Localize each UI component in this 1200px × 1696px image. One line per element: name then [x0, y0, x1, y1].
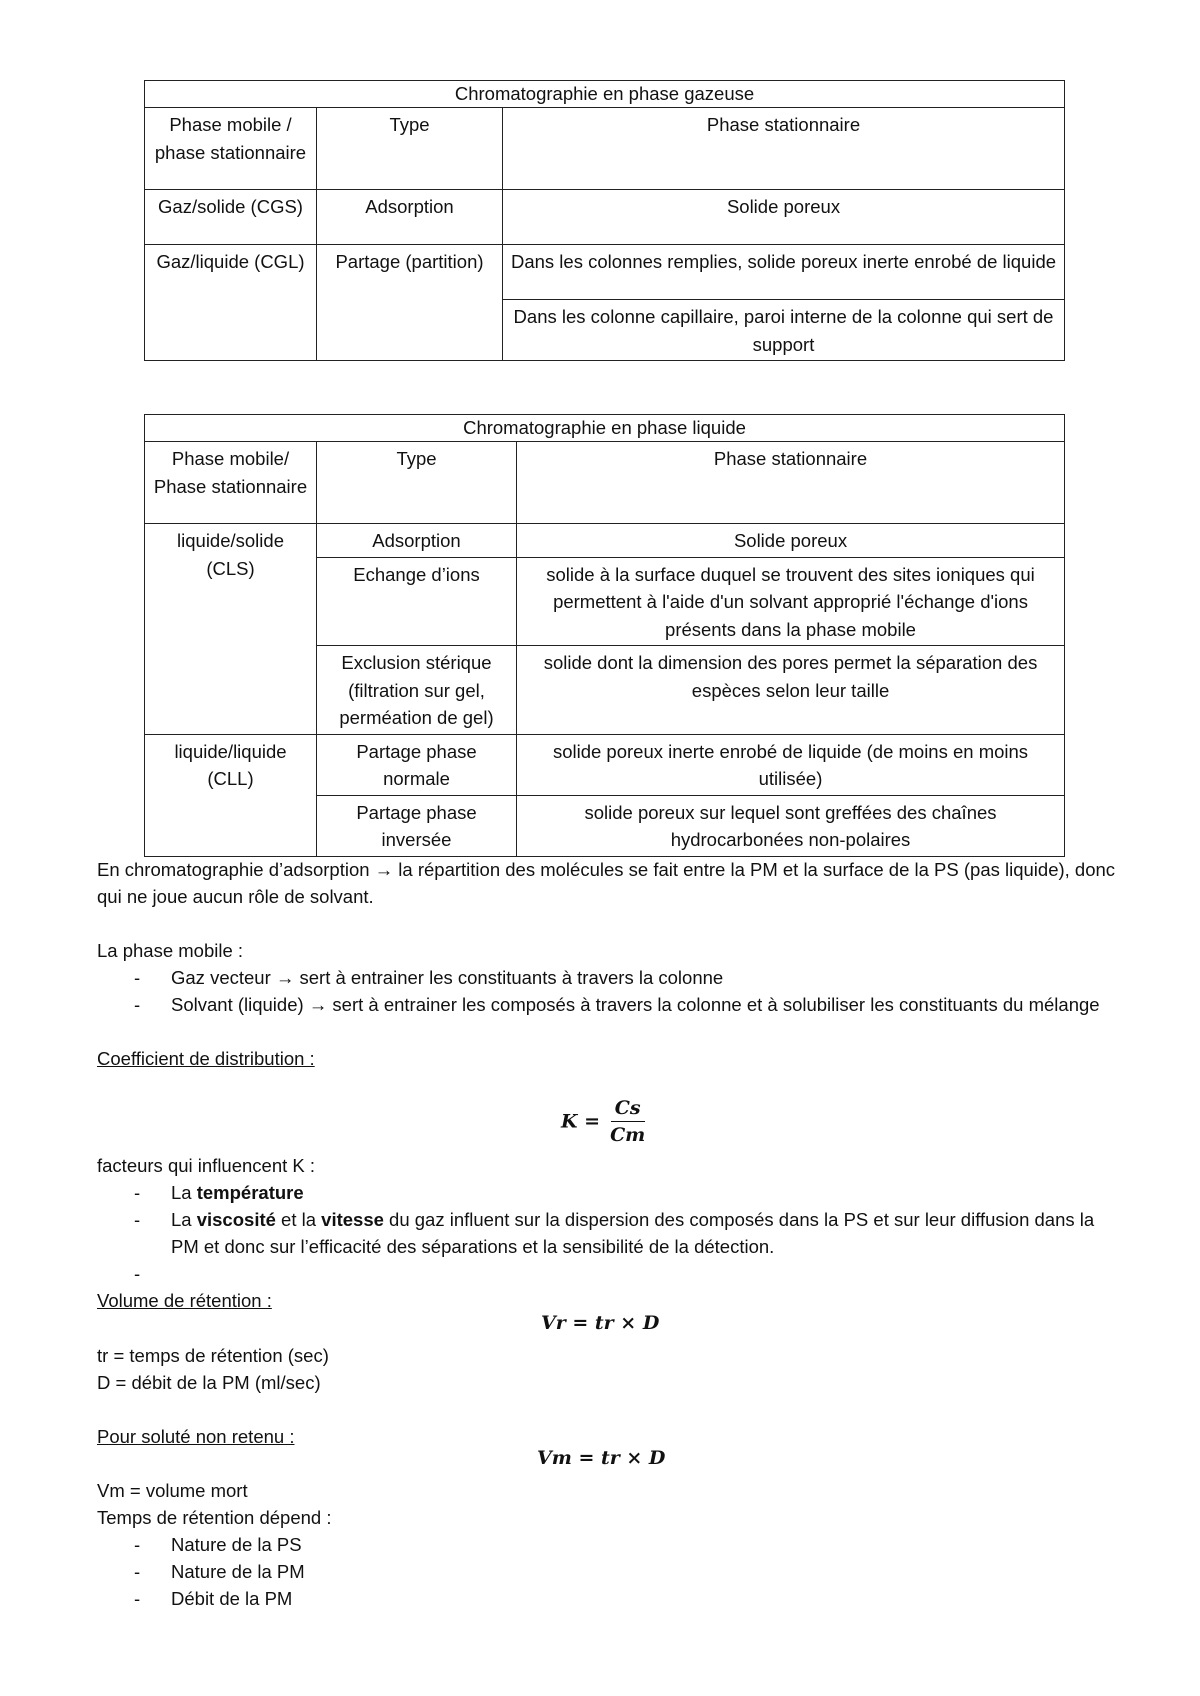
- table-cell: solide poreux sur lequel sont greffées des chaînes hydrocarbonées non-polaires: [517, 795, 1065, 856]
- definition-tr: tr = temps de rétention (sec): [97, 1345, 329, 1366]
- list-item: - Gaz vecteur → sert à entrainer les constituants à travers la colonne: [97, 964, 1117, 991]
- list-item: - Solvant (liquide) → sert à entrainer les composés à travers la colonne et à solubiliser les constituants du mélange: [97, 991, 1117, 1018]
- list-item: - La température: [97, 1179, 1117, 1206]
- formula-lhs: K =: [561, 1110, 601, 1133]
- unretained-formula: Vm = tr × D: [537, 1447, 666, 1469]
- depends-list: [97, 1531, 1117, 1612]
- table-cell: Dans les colonnes remplies, solide poreux inerte enrobé de liquide: [503, 245, 1065, 300]
- column-header: Phase stationnaire: [517, 442, 1065, 524]
- list-item: [97, 1260, 1117, 1287]
- bold-term: température: [196, 1182, 304, 1203]
- factors-list: [97, 1179, 1117, 1287]
- formula-numerator: Cs: [611, 1096, 645, 1122]
- table-cell: Partage phase inversée: [317, 795, 517, 856]
- gas-chromatography-table: [144, 80, 1065, 361]
- distribution-formula: [561, 1096, 649, 1147]
- mobile-phase-list: [97, 964, 1117, 1018]
- notes-body: [97, 856, 1117, 1072]
- table-cell: liquide/solide (CLS): [145, 524, 317, 735]
- table-cell: Adsorption: [317, 190, 503, 245]
- column-header: Type: [317, 442, 517, 524]
- table-cell: Dans les colonne capillaire, paroi interne de la colonne qui sert de support: [503, 300, 1065, 361]
- mobile-phase-heading: La phase mobile :: [97, 940, 244, 961]
- table-cell: Solide poreux: [503, 190, 1065, 245]
- table-cell: Gaz/solide (CGS): [145, 190, 317, 245]
- table-cell: Adsorption: [317, 524, 517, 558]
- retention-block: [97, 1342, 1117, 1450]
- table-cell: liquide/liquide (CLL): [145, 734, 317, 856]
- table-title: Chromatographie en phase liquide: [145, 415, 1065, 442]
- definition-vm: Vm = volume mort: [97, 1480, 248, 1501]
- factors-block: [97, 1152, 1117, 1314]
- formula-denominator: Cm: [610, 1124, 646, 1146]
- factors-heading: facteurs qui influencent K :: [97, 1155, 316, 1176]
- retention-heading: Volume de rétention :: [97, 1290, 272, 1311]
- retention-formula: Vr = tr × D: [541, 1312, 660, 1334]
- list-item: - Débit de la PM: [97, 1585, 1117, 1612]
- list-item: - Nature de la PM: [97, 1558, 1117, 1585]
- adsorption-note: En chromatographie d’adsorption → la répartition des molécules se fait entre la PM et la surface de la PS (pas liquide), donc qui ne joue aucun rôle de solvant.: [97, 859, 1116, 907]
- liquid-chromatography-table: [144, 414, 1065, 857]
- table-cell: Echange d’ions: [317, 557, 517, 646]
- unretained-heading: Pour soluté non retenu :: [97, 1426, 295, 1447]
- column-header: Phase stationnaire: [503, 108, 1065, 190]
- column-header: Phase mobile / phase stationnaire: [145, 108, 317, 190]
- list-item: - La viscosité et la vitesse du gaz influent sur la dispersion des composés dans la PS et sur leur diffusion dans la PM et donc sur l’efficacité des séparations et la sensibilité de la détection.: [97, 1206, 1117, 1260]
- table-cell: Partage phase normale: [317, 734, 517, 795]
- column-header: Type: [317, 108, 503, 190]
- table-cell: Solide poreux: [517, 524, 1065, 558]
- table-cell: Gaz/liquide (CGL): [145, 245, 317, 361]
- distribution-heading: Coefficient de distribution :: [97, 1048, 315, 1069]
- table-title: Chromatographie en phase gazeuse: [145, 81, 1065, 108]
- definition-d: D = débit de la PM (ml/sec): [97, 1372, 321, 1393]
- table-cell: solide poreux inerte enrobé de liquide (de moins en moins utilisée): [517, 734, 1065, 795]
- depends-heading: Temps de rétention dépend :: [97, 1507, 332, 1528]
- bold-term: vitesse: [321, 1209, 384, 1230]
- bold-term: viscosité: [196, 1209, 276, 1230]
- dead-volume-block: [97, 1477, 1117, 1612]
- column-header: Phase mobile/ Phase stationnaire: [145, 442, 317, 524]
- table-cell: solide dont la dimension des pores permet la séparation des espèces selon leur taille: [517, 646, 1065, 735]
- table-cell: solide à la surface duquel se trouvent des sites ioniques qui permettent à l'aide d'un solvant approprié l'échange d'ions présents dans la phase mobile: [517, 557, 1065, 646]
- table-cell: Partage (partition): [317, 245, 503, 361]
- list-item: - Nature de la PS: [97, 1531, 1117, 1558]
- table-cell: Exclusion stérique (filtration sur gel, perméation de gel): [317, 646, 517, 735]
